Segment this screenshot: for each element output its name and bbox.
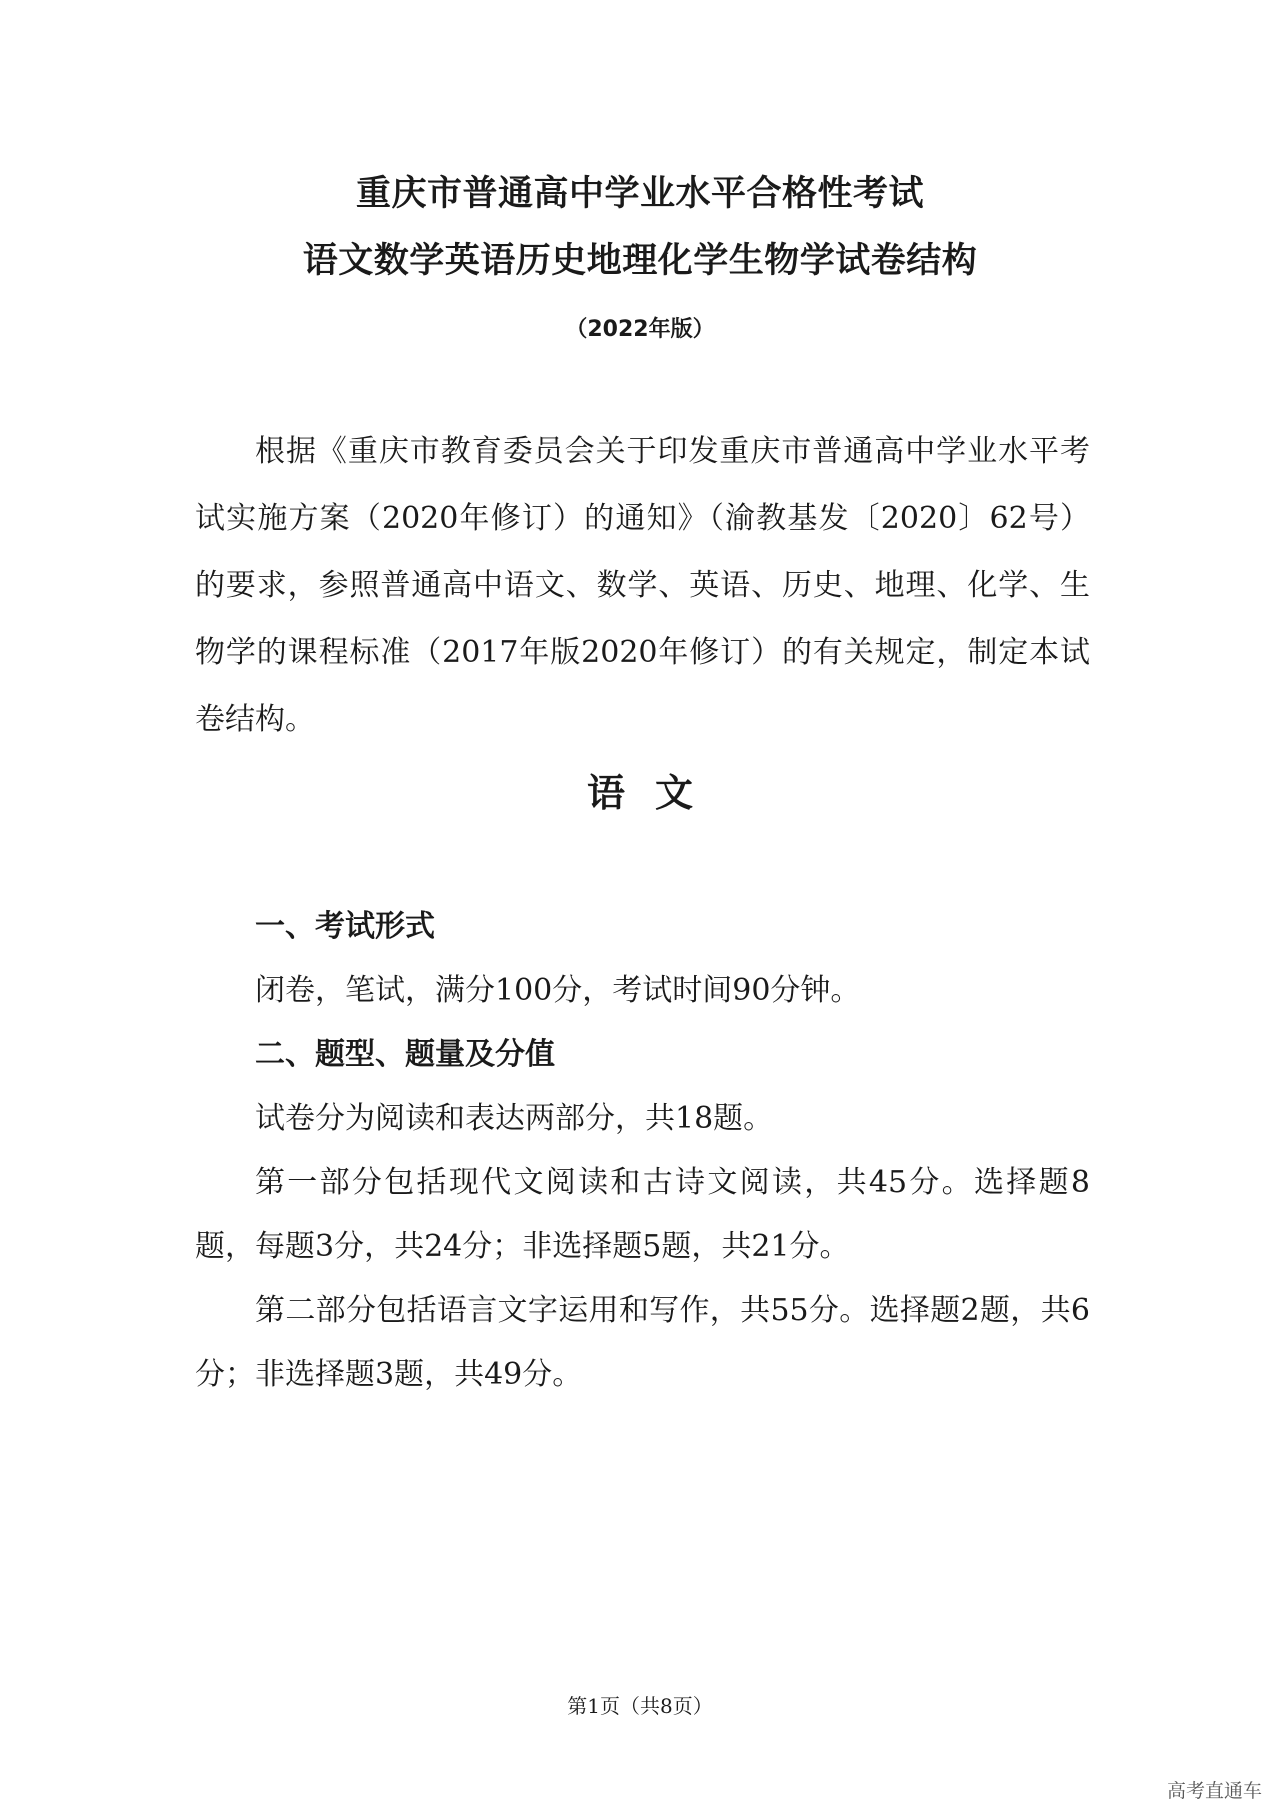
section1-text: 闭卷，笔试，满分100分，考试时间90分钟。 xyxy=(255,973,861,1008)
section2-paragraph-2: 第一部分包括现代文阅读和古诗文阅读，共45分。选择题8题，每题3分，共24分；非选择题5题，共21分。 xyxy=(195,1165,1090,1264)
document-title-line2: 语文数学英语历史地理化学生物学试卷结构 xyxy=(302,241,978,281)
section2-heading: 二、题型、题量及分值 xyxy=(255,1037,555,1072)
section1-heading: 一、考试形式 xyxy=(255,909,435,944)
section2-paragraph-1: 试卷分为阅读和表达两部分，共18题。 xyxy=(255,1101,774,1136)
document-title-line1: 重庆市普通高中学业水平合格性考试 xyxy=(355,174,924,214)
subject-heading: 语文 xyxy=(586,771,723,815)
section2-paragraph-3: 第二部分包括语言文字运用和写作，共55分。选择题2题，共6分；非选择题3题，共49分。 xyxy=(195,1293,1090,1392)
watermark-label: 高考直通车 xyxy=(1166,1780,1262,1802)
intro-paragraph: 根据《重庆市教育委员会关于印发重庆市普通高中学业水平考试实施方案（2020年修订）的通知》（渝教基发〔2020〕62号）的要求，参照普通高中语文、数学、英语、历史、地理、化学、生物学的课程标准（2017年版2020年修订）的有关规定，制定本试卷结构。 xyxy=(195,434,1090,737)
page-footer: 第1页（共8页） xyxy=(567,1694,713,1718)
document-edition: （2022年版） xyxy=(565,317,715,342)
section-exam-format xyxy=(195,895,1090,1407)
